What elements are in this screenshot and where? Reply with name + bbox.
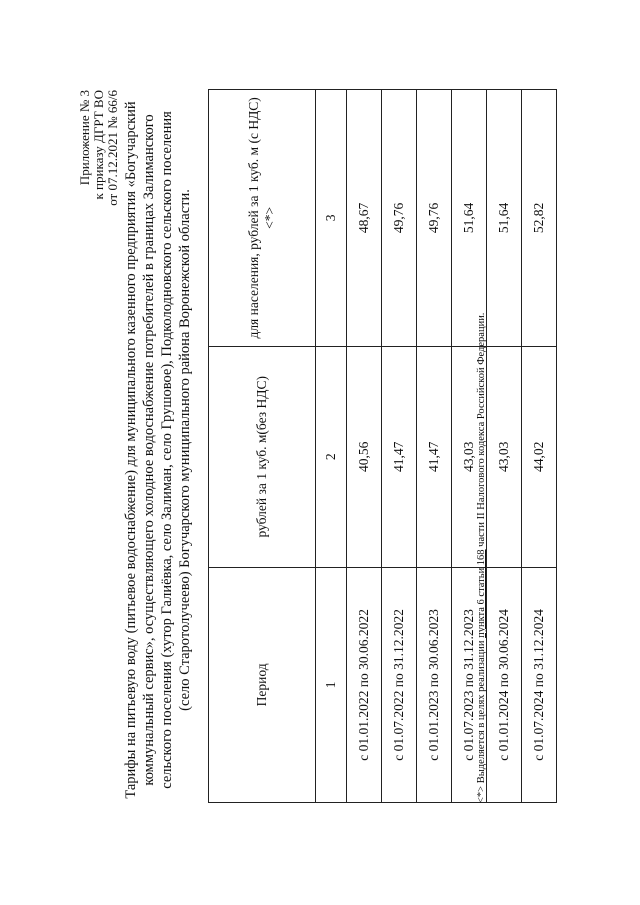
cell-period: с 01.07.2022 по 31.12.2022 <box>382 567 417 802</box>
tariff-table <box>208 89 557 803</box>
cell-period: с 01.07.2023 по 31.12.2023 <box>452 567 487 802</box>
appendix-line-1: Приложение № 3 <box>77 90 92 186</box>
cell-no-vat: 40,56 <box>347 346 382 567</box>
header-no-vat: рублей за 1 куб. м(без НДС) <box>209 346 316 567</box>
table-row <box>347 90 382 803</box>
header-population: для населения, рублей за 1 куб. м (с НДС)<*> <box>209 90 316 347</box>
table-header-row <box>209 90 316 803</box>
cell-no-vat: 41,47 <box>417 346 452 567</box>
table-row <box>487 90 522 803</box>
header-period: Период <box>209 567 316 802</box>
cell-no-vat: 43,03 <box>487 346 522 567</box>
title-line-4: (село Старотолучеево) Богучарского муниципального района Воронежской области. <box>177 189 193 711</box>
footnote-suffix: части II Налогового кодекса Российской Федерации. <box>476 312 487 550</box>
cell-population: 49,76 <box>382 90 417 347</box>
column-number-2: 2 <box>316 346 347 567</box>
cell-period: с 01.01.2022 по 30.06.2022 <box>347 567 382 802</box>
cell-period: с 01.01.2024 по 30.06.2024 <box>487 567 522 802</box>
cell-population: 49,76 <box>417 90 452 347</box>
column-number-1: 1 <box>316 567 347 802</box>
title-line-2: коммунальный сервис», осуществляющего холодное водоснабжение потребителей в границах Залиманского <box>141 114 157 786</box>
cell-no-vat: 44,02 <box>522 346 557 567</box>
column-number-3: 3 <box>316 90 347 347</box>
cell-period: с 01.07.2024 по 31.12.2024 <box>522 567 557 802</box>
cell-population: 48,67 <box>347 90 382 347</box>
table-column-number-row <box>316 90 347 803</box>
title-line-3: сельского поселения (хутор Галиёвка, село Залиман, село Грушовое), Подколодновского сельского поселения <box>159 111 175 789</box>
appendix-line-2: к приказу ДГРТ ВО <box>91 90 106 200</box>
table-row <box>417 90 452 803</box>
cell-population: 51,64 <box>452 90 487 347</box>
footnote-law-link[interactable]: пункта 6 статьи 168 <box>476 549 487 638</box>
footnote-prefix: <*> Выделяется в целях реализации <box>476 637 487 803</box>
cell-population: 52,82 <box>522 90 557 347</box>
cell-period: с 01.01.2023 по 30.06.2023 <box>417 567 452 802</box>
document-title <box>122 90 194 810</box>
table-row <box>382 90 417 803</box>
cell-population: 51,64 <box>487 90 522 347</box>
cell-no-vat: 41,47 <box>382 346 417 567</box>
title-line-1: Тарифы на питьевую воду (питьевое водоснабжение) для муниципального казенного предприятия «Богучарский <box>123 101 139 799</box>
appendix-block <box>78 90 120 206</box>
appendix-line-3: от 07.12.2021 № 66/6 <box>105 90 120 206</box>
table-row <box>522 90 557 803</box>
footnote <box>476 313 487 803</box>
cell-no-vat: 43,03 <box>452 346 487 567</box>
